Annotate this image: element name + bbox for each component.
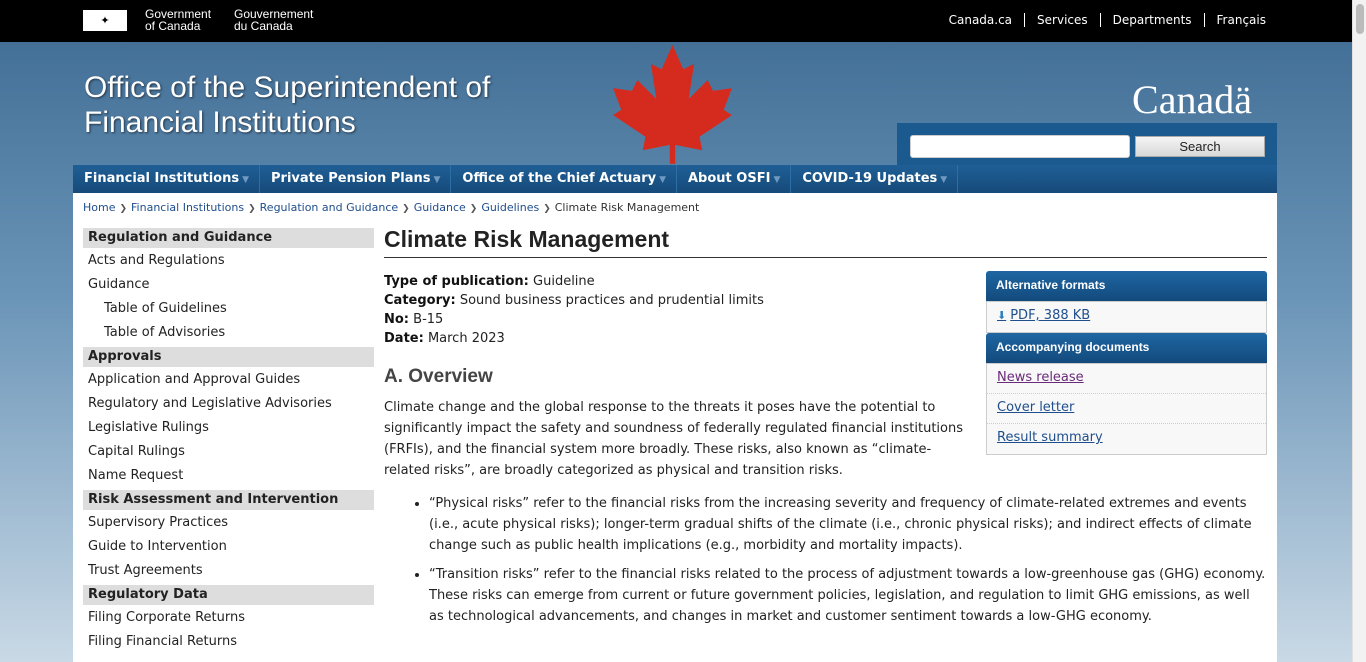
link-services[interactable]: Services — [1024, 13, 1100, 27]
nav-label: About OSFI — [688, 171, 771, 186]
sidebar-item[interactable]: Legislative Rulings — [88, 420, 209, 435]
cover-letter-link[interactable]: Cover letter — [987, 394, 1266, 424]
gov-en-line1: Government — [145, 7, 212, 21]
sidebar-item[interactable]: Capital Rulings — [88, 444, 185, 459]
sidebar — [83, 228, 374, 656]
chevron-down-icon: ▼ — [242, 175, 250, 185]
breadcrumb-separator-icon: ❯ — [543, 204, 551, 214]
chevron-down-icon: ▼ — [773, 175, 781, 185]
overview-paragraph: Climate change and the global response to the threats it poses have the potential to significantly impact the safety and soundness of federally regulated financial institutions (FRFIs), and the financial system more broadly. These risks, also known as “climate-related risks”, are broadly categorized as physical and transition risks. — [384, 400, 964, 478]
pdf-link-label: PDF, 388 KB — [1010, 308, 1091, 323]
related-panel — [986, 271, 1267, 455]
sidebar-subitem[interactable]: Table of Guidelines — [104, 301, 227, 316]
sidebar-item[interactable]: Regulatory and Legislative Advisories — [88, 396, 332, 411]
breadcrumb-separator-icon: ❯ — [119, 204, 128, 214]
sidebar-item[interactable]: Filing Corporate Returns — [88, 610, 246, 625]
link-francais[interactable]: Français — [1204, 13, 1266, 27]
nav-label: Financial Institutions — [84, 171, 240, 186]
sidebar-item[interactable]: Guide to Intervention — [88, 539, 227, 554]
meta-no-label: No: — [384, 312, 410, 327]
site-title-line1: Office of the Superintendent of — [84, 71, 491, 104]
news-release-link[interactable]: News release — [987, 364, 1266, 394]
sidebar-heading[interactable]: Approvals — [83, 347, 374, 367]
meta-no: B-15 — [413, 312, 444, 327]
chevron-down-icon: ▼ — [659, 175, 666, 185]
nav-covid-updates[interactable] — [791, 165, 958, 193]
nav-about-osfi[interactable] — [677, 165, 791, 193]
breadcrumb-guidelines[interactable]: Guidelines — [481, 201, 540, 214]
alternative-formats-heading: Alternative formats — [986, 271, 1267, 301]
breadcrumb — [83, 201, 699, 214]
sidebar-heading[interactable]: Regulation and Guidance — [83, 228, 374, 248]
sidebar-subitem[interactable]: Table of Advisories — [104, 325, 226, 340]
gov-fr-line1: Gouvernement — [234, 7, 314, 21]
canada-flag-icon: ✦ — [83, 10, 127, 31]
pdf-download-link[interactable] — [987, 302, 1266, 332]
meta-type-label: Type of publication: — [384, 274, 529, 289]
canada-wordmark: Canadä — [1132, 77, 1252, 122]
chevron-down-icon: ▼ — [433, 175, 441, 185]
scrollbar[interactable] — [1352, 0, 1366, 662]
breadcrumb-home[interactable]: Home — [83, 201, 116, 214]
search-button[interactable]: Search — [1135, 136, 1265, 157]
page-title: Climate Risk Management — [384, 226, 1267, 258]
overview-heading: A. Overview — [384, 366, 493, 387]
breadcrumb-guidance[interactable]: Guidance — [413, 201, 466, 214]
download-icon: ⬇ — [997, 309, 1007, 322]
page-content — [73, 193, 1277, 662]
nav-label: Office of the Chief Actuary — [462, 171, 657, 186]
search-area — [897, 123, 1277, 165]
link-departments[interactable]: Departments — [1100, 13, 1204, 27]
meta-category-label: Category: — [384, 293, 456, 308]
maple-leaf-icon — [605, 42, 740, 164]
sidebar-item[interactable]: Supervisory Practices — [88, 515, 228, 530]
gov-fr-line2: du Canada — [234, 19, 293, 33]
gov-signature-fr[interactable] — [234, 8, 313, 32]
breadcrumb-current: Climate Risk Management — [554, 201, 700, 214]
main-nav — [73, 165, 1277, 193]
meta-date: March 2023 — [427, 331, 505, 346]
gov-signature-en[interactable] — [145, 8, 211, 32]
link-canada-ca[interactable]: Canada.ca — [948, 13, 1013, 27]
nav-private-pension-plans[interactable] — [260, 165, 451, 193]
meta-date-label: Date: — [384, 331, 424, 346]
result-summary-link[interactable]: Result summary — [997, 430, 1103, 445]
sidebar-item[interactable]: Name Request — [88, 468, 184, 483]
list-item: • “Transition risks” refer to the financial risks related to the process of adjustment towards a low-greenhouse gas (GHG) economy. These risks can emerge from current or future government policies, legislation, and regulation to limit GHG emissions, as well as technological advancements, and changes in market and customer sentiment towards a low-GHG economy. — [429, 564, 1267, 627]
search-input[interactable] — [910, 135, 1130, 158]
sidebar-item[interactable]: Acts and Regulations — [88, 253, 225, 268]
sidebar-item[interactable]: Guidance — [88, 277, 150, 292]
breadcrumb-financial-institutions[interactable]: Financial Institutions — [131, 201, 245, 214]
sidebar-item[interactable]: Application and Approval Guides — [88, 372, 301, 387]
risk-list — [384, 493, 1267, 627]
site-header — [0, 42, 1352, 165]
site-title-line2: Financial Institutions — [84, 106, 356, 139]
sidebar-heading[interactable]: Risk Assessment and Intervention — [83, 490, 374, 510]
chevron-down-icon: ▼ — [940, 175, 948, 185]
nav-label: COVID-19 Updates — [802, 171, 938, 186]
gov-en-line2: of Canada — [145, 19, 201, 33]
sidebar-item[interactable]: Trust Agreements — [88, 563, 203, 578]
scrollbar-thumb[interactable] — [1356, 4, 1364, 34]
nav-label: Private Pension Plans — [271, 171, 431, 186]
nav-financial-institutions[interactable] — [73, 165, 260, 193]
breadcrumb-separator-icon: ❯ — [469, 204, 478, 214]
government-top-bar — [0, 0, 1352, 42]
accompanying-documents-heading: Accompanying documents — [986, 333, 1267, 363]
breadcrumb-separator-icon: ❯ — [402, 204, 410, 214]
meta-category: Sound business practices and prudential limits — [459, 293, 764, 308]
meta-type: Guideline — [533, 274, 595, 289]
breadcrumb-separator-icon: ❯ — [248, 204, 256, 214]
site-title[interactable] — [84, 70, 490, 140]
sidebar-item[interactable]: Filing Financial Returns — [88, 634, 237, 649]
list-item: • “Physical risks” refer to the financial risks from the increasing severity and frequency of climate-related extremes and events (i.e., acute physical risks); longer-term gradual shifts of the climate (i.e., chronic physical risks); and indirect effects of climate change such as public health implications (e.g., morbidity and mortality impacts). — [429, 493, 1267, 556]
breadcrumb-regulation[interactable]: Regulation and Guidance — [259, 201, 399, 214]
sidebar-heading[interactable]: Regulatory Data — [83, 585, 374, 605]
nav-chief-actuary[interactable] — [451, 165, 677, 193]
